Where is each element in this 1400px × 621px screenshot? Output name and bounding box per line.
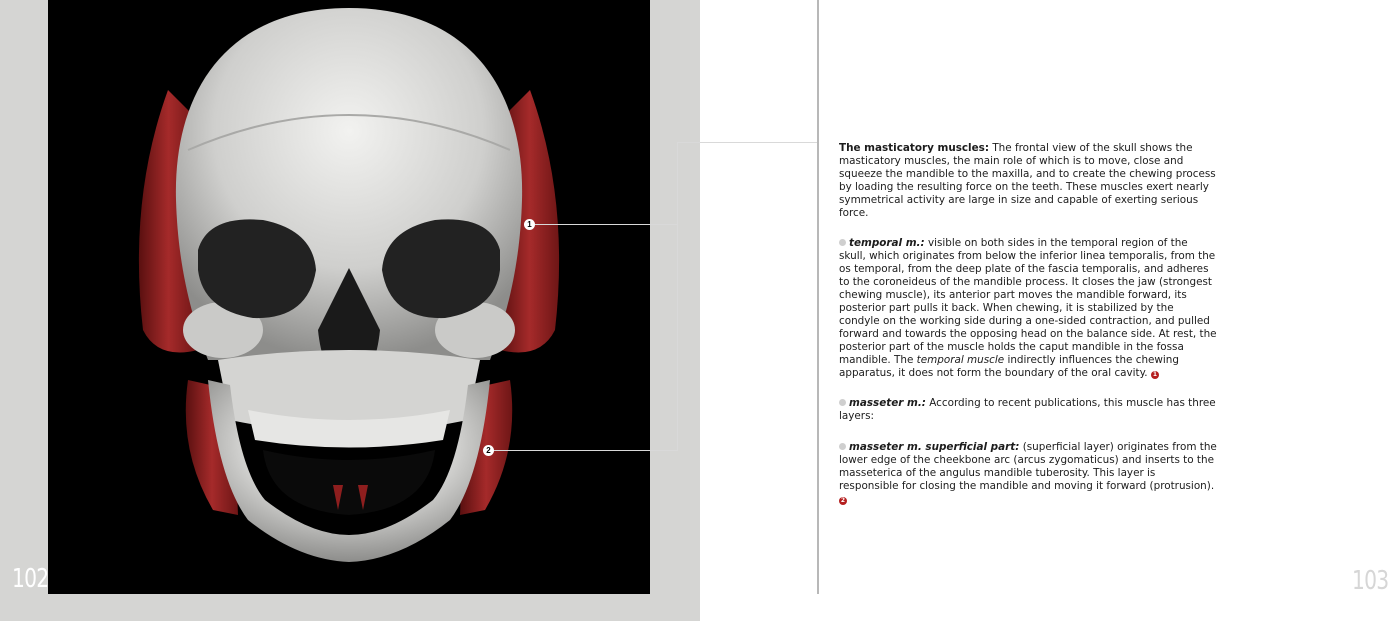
masseter-heading: masseter m.: xyxy=(849,397,926,410)
bullet-icon xyxy=(839,399,846,406)
leader-line-top xyxy=(677,142,817,143)
intro-paragraph: The masticatory muscles: The frontal view of the skull shows the masticatory muscles, the main role of which is to move, close and squeeze the mandible to the maxilla, and to create the chewing process by loading the resulting force on the teeth. These muscles exert nearly symmetrical activity are large in size and capable of exerting serious force. xyxy=(839,142,1216,219)
intro-heading: The masticatory muscles: xyxy=(839,142,990,154)
callout-2: 2 xyxy=(483,445,494,456)
leader-line-1 xyxy=(530,224,677,225)
superficial-paragraph: masseter m. superficial part: (superficial layer) originates from the lower edge of the cheekbone arc (arcus zygomaticus) and inserts to the masseterica of the angulus mandible tuberosity. This layer is responsible for closing the mandible and moving it forward (protrusion). 2 xyxy=(839,441,1217,504)
text-column xyxy=(839,142,1217,524)
page-number-right: 103 xyxy=(1352,566,1389,596)
superficial-heading: masseter m. superficial part: xyxy=(849,441,1020,454)
reference-badge-1: 1 xyxy=(1152,370,1157,378)
skull-figure xyxy=(48,0,650,594)
callout-1: 1 xyxy=(524,219,535,230)
masseter-paragraph: masseter m.: According to recent publications, this muscle has three layers: xyxy=(839,397,1216,423)
reference-badge-2: 2 xyxy=(840,496,846,504)
page-number-left: 102 xyxy=(12,564,49,594)
skull-illustration xyxy=(48,0,650,594)
temporal-heading: temporal m.: xyxy=(849,237,925,250)
leader-line-2 xyxy=(490,450,677,451)
oral-cavity xyxy=(263,450,435,515)
page-divider xyxy=(817,0,819,594)
bullet-icon xyxy=(839,443,846,450)
bullet-icon xyxy=(839,239,846,246)
temporal-paragraph: temporal m.: visible on both sides in the temporal region of the skull, which originates from below the inferior linea temporalis, from the os temporal, from the deep plate of the fascia temporalis, and adheres to the coroneideus of the mandible process. It closes the jaw (strongest chewing muscle), its anterior part moves the mandible forward, its posterior part pulls it back. When chewing, it is stabilized by the condyle on the working side during a one-sided contraction, and pulled forward and towards the opposing head on the balance side. At rest, the posterior part of the muscle holds the caput mandible in the fossa mandible. The temporal muscle indirectly influences the chewing apparatus, it does not form the boundary of the oral cavity. 1 xyxy=(839,237,1217,379)
leader-line-vertical xyxy=(677,142,678,451)
